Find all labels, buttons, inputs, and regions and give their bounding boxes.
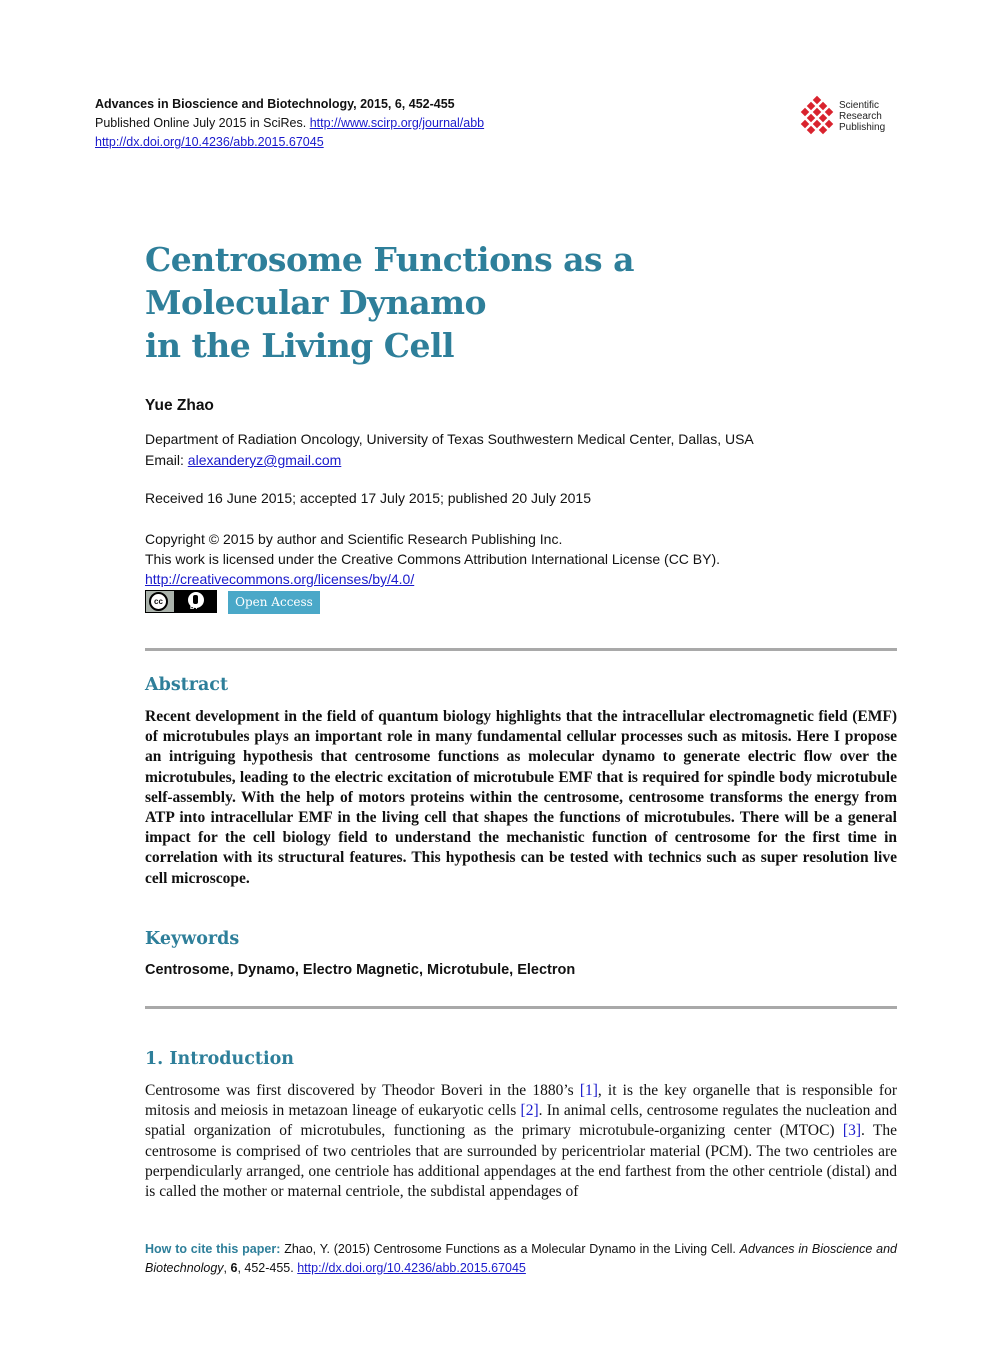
logo-line-3: Publishing [839,122,886,133]
abstract-text: Recent development in the field of quantum biology highlights that the intracellular electromagnetic field (EMF) of microtubules plays an important role in many fundamental cellular processes such as mitosis. Here I propose an intriguing hypothesis that centrosome functions as molecular dynamo to generate electric flow over the microtubules, leading to the electric excitation of microtubule EMF that is required for spindle body microtubule self-assembly. With the help of motors proteins within the centrosome, centrosome transforms the energy from ATP into intracellular EMF in the living cell that shapes the functions of microtubules. There will be a general impact for the cell biology field to understand the mechanistic function of centrosome for the first time in correlation with its structural features. This hypothesis can be tested with technics such as super resolution live cell microscope. [145,708,897,887]
abstract-heading: Abstract [145,675,229,695]
license-block [145,529,720,589]
cc-by-badge[interactable] [145,590,217,613]
logo-line-1: Scientific [839,100,880,111]
journal-line: Advances in Bioscience and Biotechnology, 2015, 6, 452-455 [95,97,455,111]
copyright-line: Copyright © 2015 by author and Scientific Research Publishing Inc. [145,531,563,547]
author-name: Yue Zhao [145,397,214,414]
reference-link-1[interactable]: [1] [579,1082,598,1099]
title-line-2: Molecular Dynamo [145,283,487,322]
title-line-1: Centrosome Functions as a [145,240,634,279]
email-label: Email: [145,452,184,468]
open-access-badge[interactable]: Open Access [228,591,320,614]
publication-dates: Received 16 June 2015; accepted 17 July 2015; published 20 July 2015 [145,490,591,506]
cc-icon: cc [149,592,168,611]
published-line [95,114,484,133]
doi-link[interactable]: http://dx.doi.org/10.4236/abb.2015.67045 [95,135,324,149]
cite-label: How to cite this paper: [145,1242,281,1256]
title-line-3: in the Living Cell [145,326,455,365]
intro-text-1: Centrosome was first discovered by Theodor Boveri in the 1880’s [145,1082,580,1099]
cite-doi-link[interactable]: http://dx.doi.org/10.4236/abb.2015.67045 [297,1261,526,1275]
affiliation: Department of Radiation Oncology, University of Texas Southwestern Medical Center, Dallas, USA [145,431,754,447]
intro-text-2: , it is the key organelle that is responsible for mitosis and meiosis in metazoan lineage of eukaryotic cells [145,1082,897,1120]
how-to-cite: How to cite this paper: Zhao, Y. (2015) Centrosome Functions as a Molecular Dynamo in the Living Cell. Advances in Bioscience and Biotechnology, 6, 452-455. http://dx.doi.org/10.4236/abb.2015.67045 [145,1242,897,1275]
introduction-text [145,1081,897,1202]
journal-header [95,95,484,152]
reference-link-2[interactable]: [2] [520,1102,539,1120]
keywords-heading: Keywords [145,929,240,949]
by-label: BY [190,605,199,611]
journal-url-link[interactable]: http://www.scirp.org/journal/abb [309,116,485,130]
reference-link-3[interactable]: [3] [842,1122,861,1140]
intro-text-3: . In animal cells, centrosome regulates the nucleation and spatial organization of microtubules, functioning as the primary microtubule-organizing center (MTOC) [145,1102,897,1140]
cite-text: Zhao, Y. (2015) Centrosome Functions as a Molecular Dynamo in the Living Cell. [284,1242,736,1256]
keywords-text: Centrosome, Dynamo, Electro Magnetic, Microtubule, Electron [145,962,576,978]
published-prefix: Published Online July 2015 in SciRes. [95,116,307,130]
publisher-logo-icon [797,95,837,139]
divider-top [145,648,897,651]
email-line [145,450,754,471]
paper-title [145,238,745,367]
logo-line-2: Research [839,111,882,122]
license-url-link[interactable]: http://creativecommons.org/licenses/by/4.0/ [145,571,415,587]
publisher-logo [797,95,907,139]
cite-pages: , 452-455. [237,1261,294,1275]
email-link[interactable]: alexanderyz@gmail.com [187,452,342,468]
cite-journal: Advances in Bioscience and Biotechnology [145,1242,897,1275]
cite-volume: 6 [230,1261,238,1275]
author-affiliation-block [145,429,754,471]
divider-bottom [145,1006,897,1009]
publisher-logo-text [839,100,885,133]
license-statement: This work is licensed under the Creative Commons Attribution International License (CC BY). [145,551,721,567]
intro-text-4: . The centrosome is comprised of two centrioles that are surrounded by pericentriolar material (PCM). The two centrioles are perpendicularly arranged, one centriole has additional appendages at the end farthest from the other centriole (distal) and is called the mother or maternal centriole, the subdistal appendages of [145,1122,897,1201]
introduction-heading: 1. Introduction [145,1049,294,1069]
